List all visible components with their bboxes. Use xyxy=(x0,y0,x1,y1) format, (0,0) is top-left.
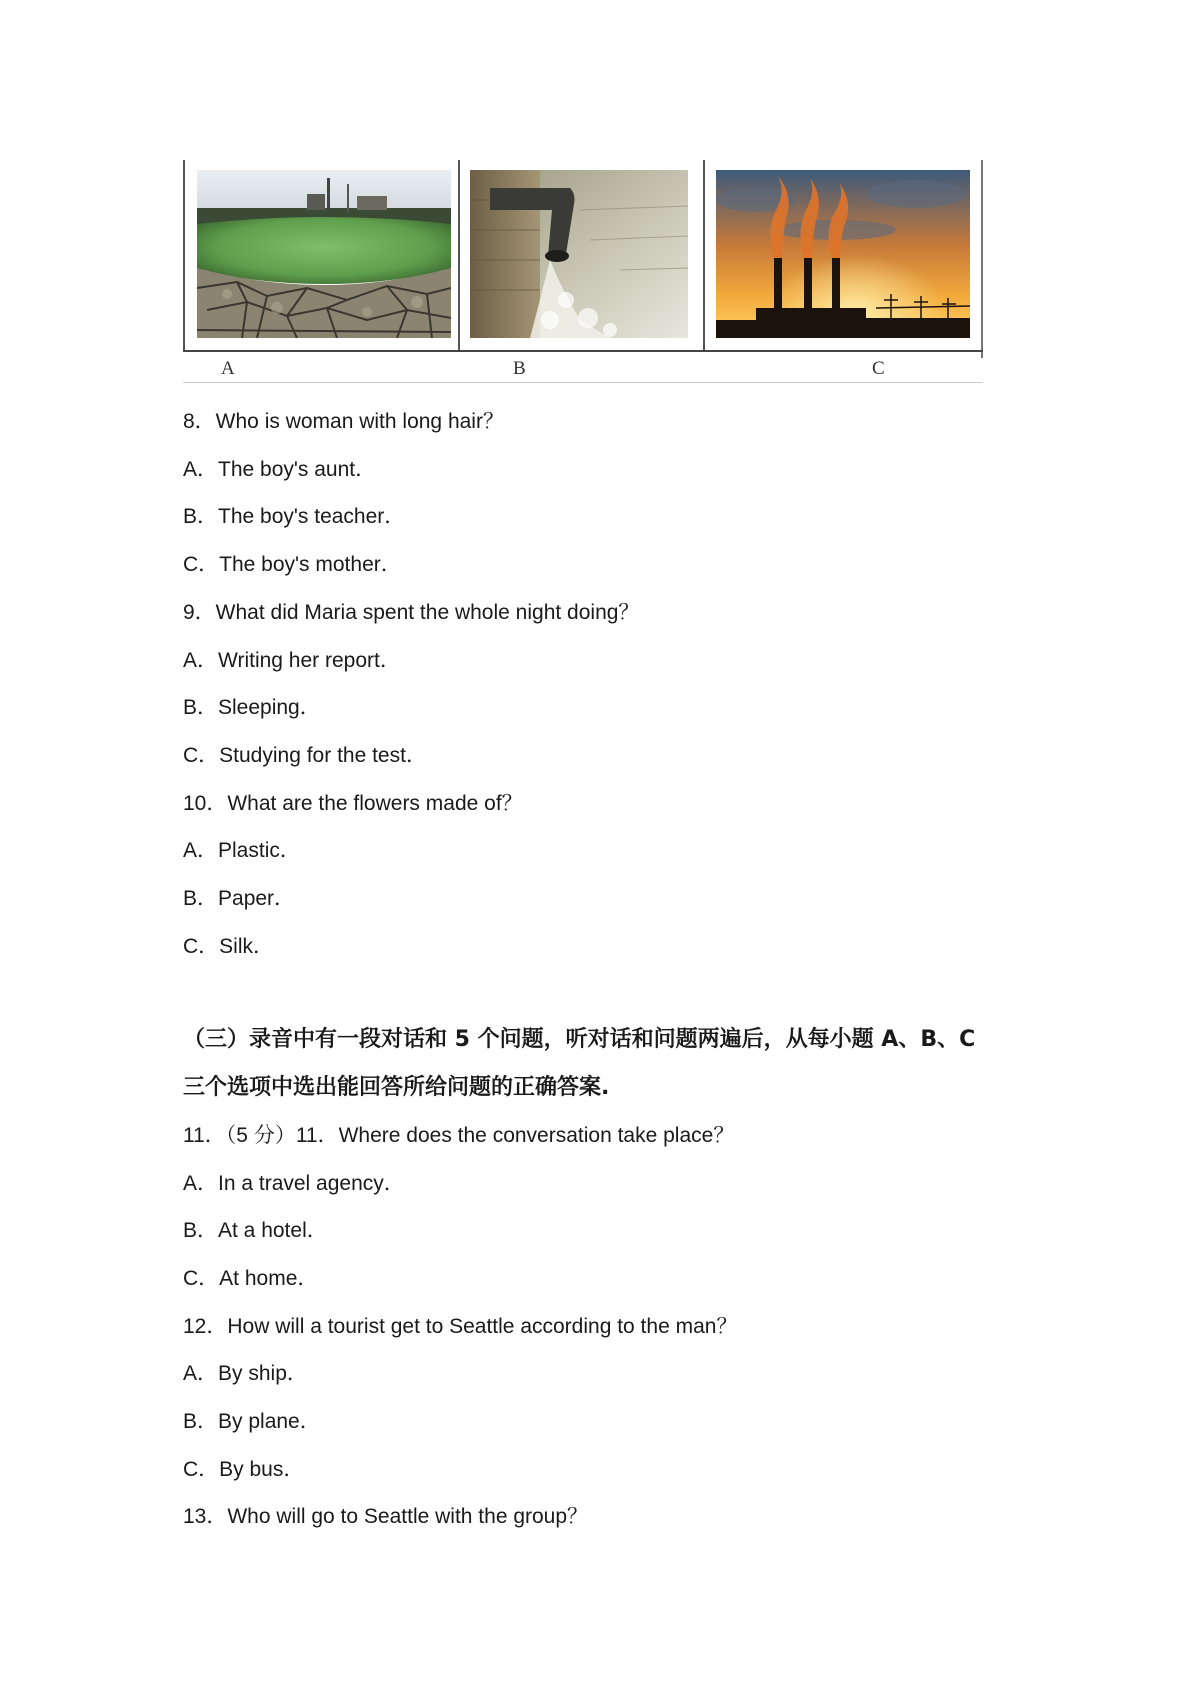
q12-option-c: C．By bus． xyxy=(183,1458,305,1481)
q12-option-b: B．By plane． xyxy=(183,1410,321,1433)
q11-option-a: A．In a travel agency． xyxy=(183,1172,405,1195)
q11-option-c: C．At home． xyxy=(183,1267,319,1290)
q9-option-c: C．Studying for the test． xyxy=(183,744,427,767)
picture-frame-left-border xyxy=(183,160,185,352)
picture-bottom-rule xyxy=(183,382,983,383)
picture-divider-2 xyxy=(703,160,705,352)
cracked-earth-polluted-pond-photo xyxy=(197,170,451,338)
picture-label-c: C xyxy=(872,358,885,379)
picture-baseline xyxy=(183,350,983,352)
question-9: 9．What did Maria spent the whole night doing？ xyxy=(183,601,640,624)
q9-option-b: B．Sleeping． xyxy=(183,696,321,719)
q8-option-a: A．The boy's aunt． xyxy=(183,458,377,481)
sewage-pipe-discharge-photo xyxy=(470,170,688,338)
picture-frame-right-border xyxy=(981,160,983,358)
section-3-instructions-line-2: 三个选项中选出能回答所给问题的正确答案. xyxy=(183,1075,610,1100)
q11-option-b: B．At a hotel． xyxy=(183,1219,328,1242)
q8-option-b: B．The boy's teacher． xyxy=(183,505,406,528)
picture-options-strip xyxy=(183,160,983,384)
q10-option-b: B．Paper． xyxy=(183,887,296,910)
q10-option-c: C．Silk． xyxy=(183,935,275,958)
q8-option-c: C．The boy's mother． xyxy=(183,553,402,576)
picture-label-a: A xyxy=(221,358,235,379)
question-11: 11．（5 分）11．Where does the conversation take place？ xyxy=(183,1124,735,1147)
question-10: 10．What are the flowers made of？ xyxy=(183,792,523,815)
question-8: 8．Who is woman with long hair？ xyxy=(183,410,504,433)
question-13: 13．Who will go to Seattle with the group？ xyxy=(183,1505,589,1528)
q9-option-a: A．Writing her report． xyxy=(183,649,401,672)
factory-smokestacks-sunset-photo xyxy=(716,170,970,338)
picture-divider-1 xyxy=(458,160,460,352)
section-3-instructions-line-1: （三）录音中有一段对话和 5 个问题，听对话和问题两遍后，从每小题 A、B、C xyxy=(183,1027,976,1052)
picture-label-b: B xyxy=(513,358,526,379)
q12-option-a: A．By ship． xyxy=(183,1362,308,1385)
question-12: 12．How will a tourist get to Seattle according to the man？ xyxy=(183,1315,738,1338)
q10-option-a: A．Plastic． xyxy=(183,839,301,862)
